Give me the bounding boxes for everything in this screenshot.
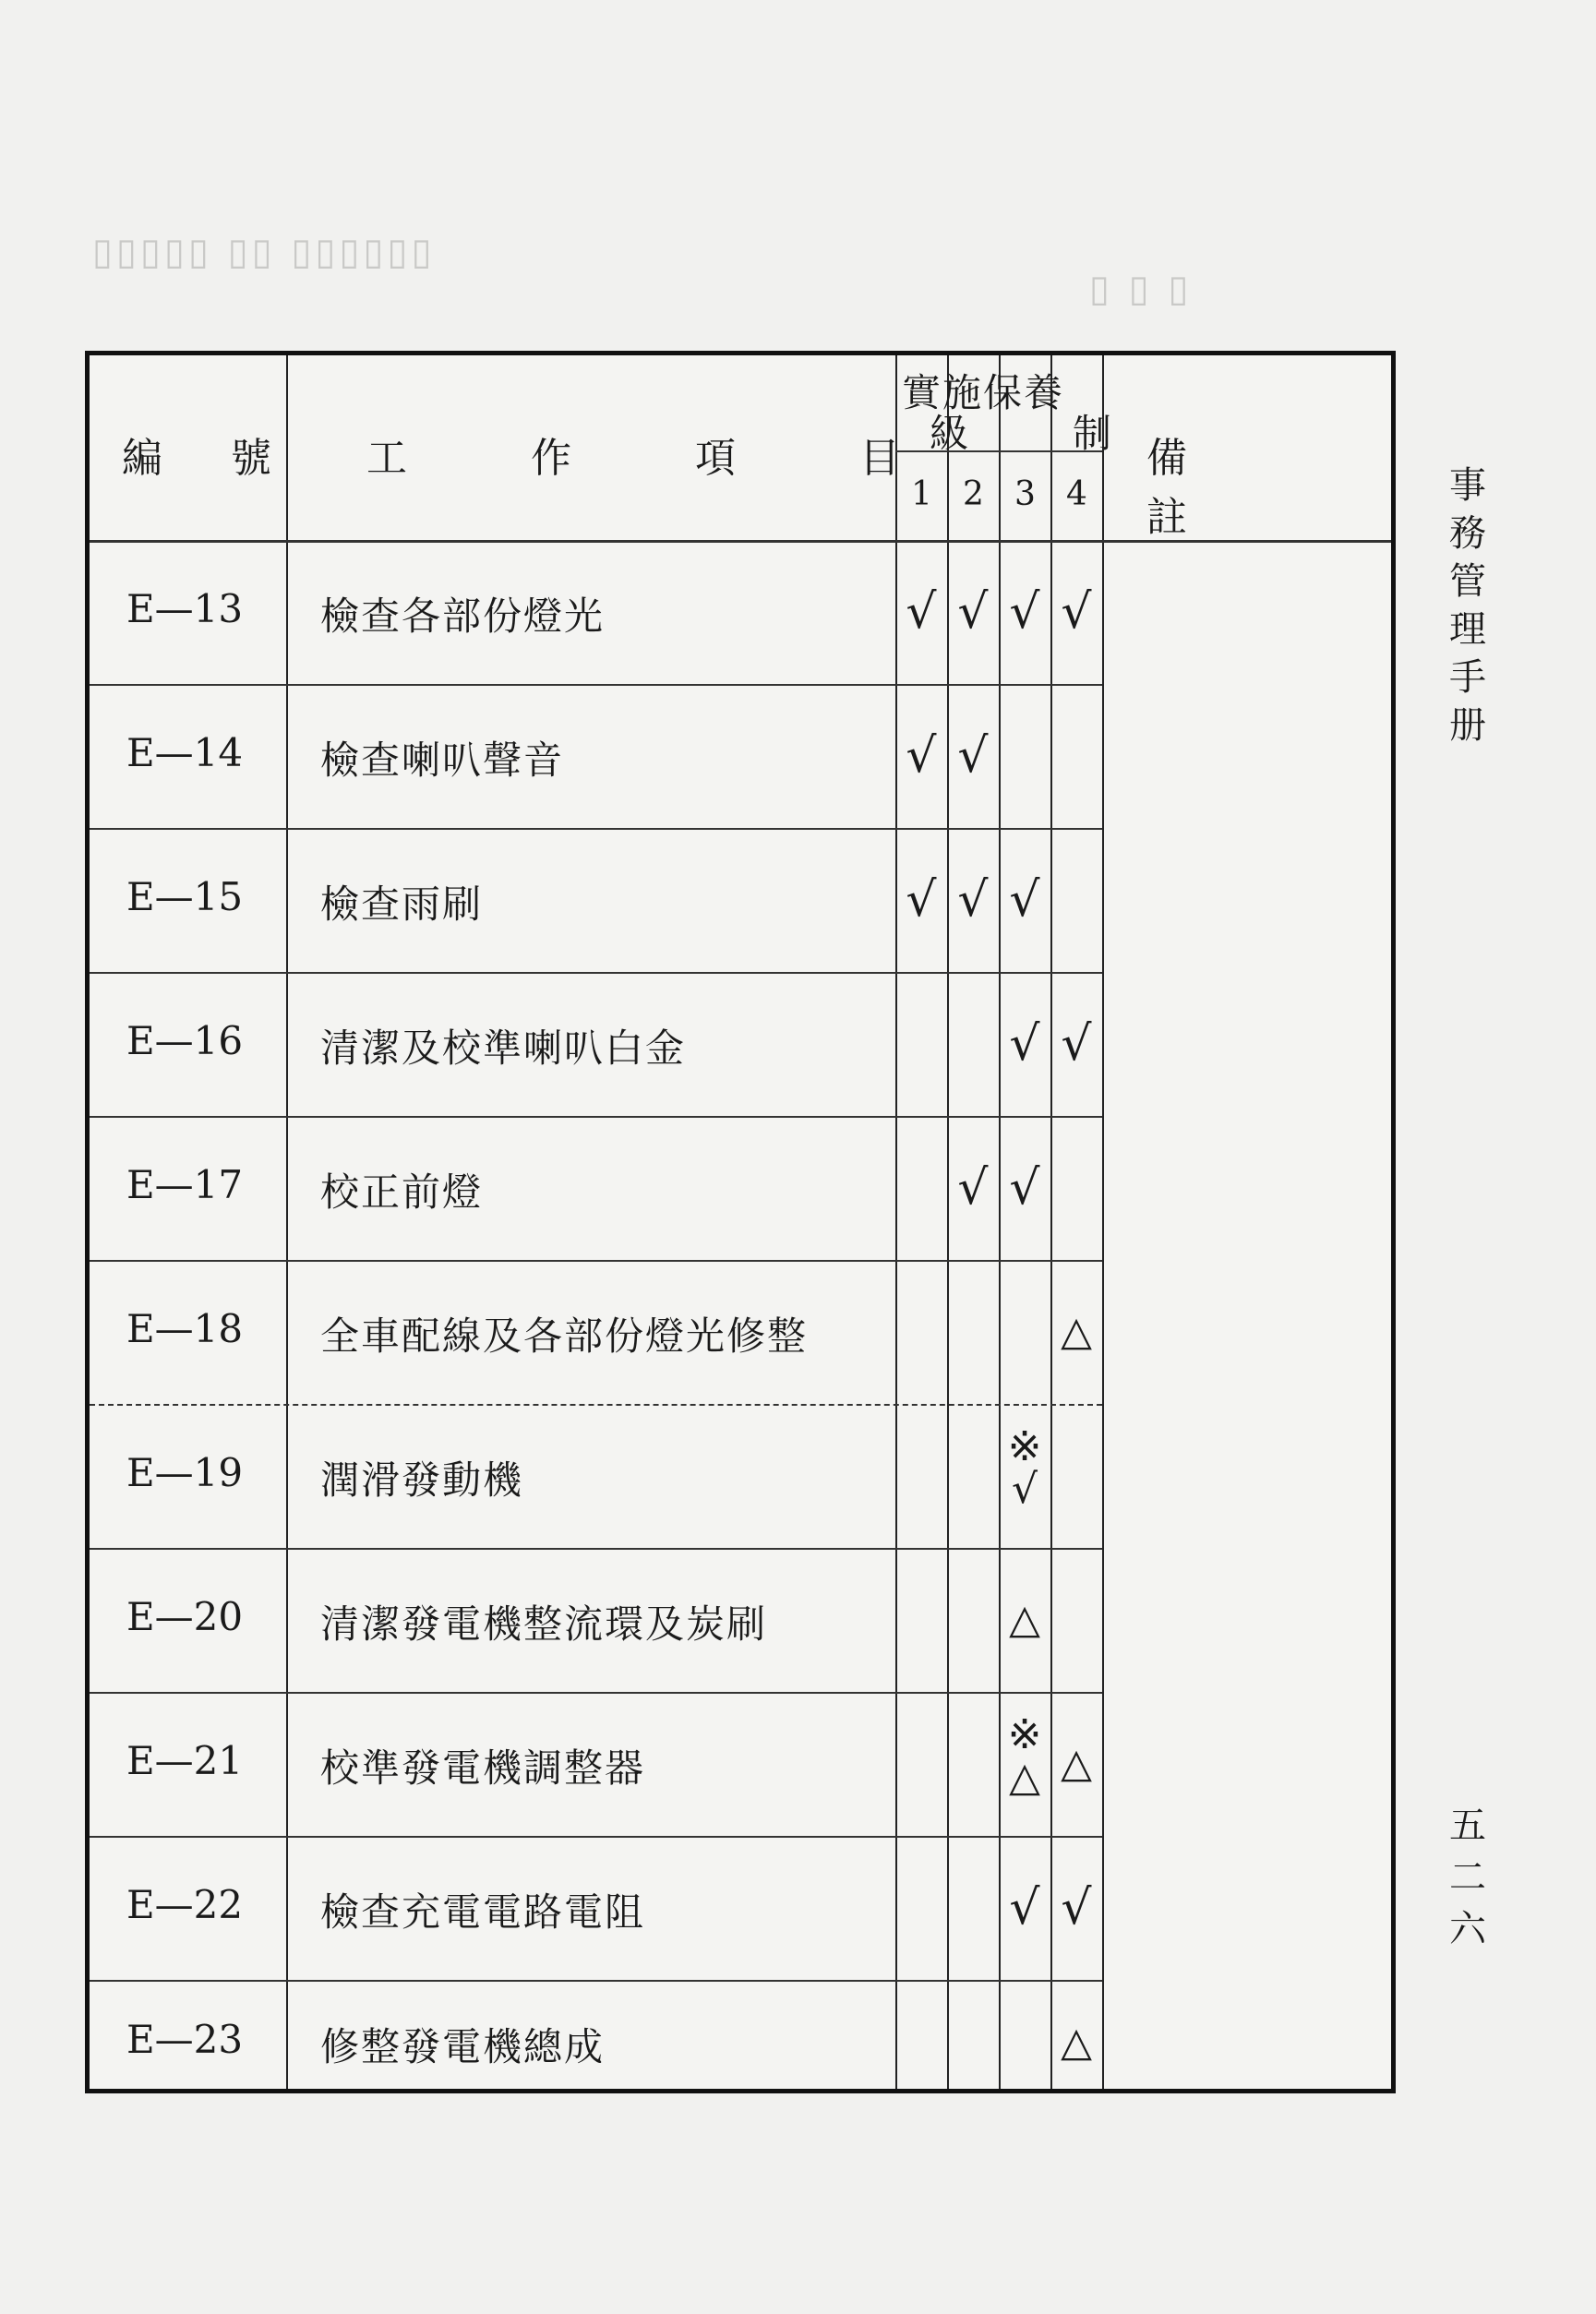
row-divider [90,1980,1102,1982]
level-1-check: √ [906,872,937,928]
row-task: 全車配線及各部份燈光修整 [320,1313,809,1359]
page-number-text: 五二六 [1449,1804,1486,1950]
level-4-triangle: △ [1061,2019,1092,2066]
row-divider [90,972,1102,974]
row-code: E—16 [126,1018,244,1063]
header-code: 編 號 [122,435,299,482]
level-3-triangle: △ [1009,1596,1040,1643]
level-2-check: √ [957,728,989,784]
row-code: E—21 [126,1738,244,1783]
bleed-through-decoration: ▯ ▯ ▯ [1089,268,1193,310]
level-1-check: √ [906,728,937,784]
header-level-top: 實施保養 [902,370,1065,415]
row-divider [90,1116,1102,1118]
row-task: 潤滑發動機 [320,1457,524,1503]
header-level-bottom-left: 級 [930,411,971,456]
row-task: 清潔發電機整流環及炭刷 [320,1601,768,1647]
header-level-bottom-right: 制 [1073,411,1114,456]
row-code: E—17 [126,1162,244,1207]
row-code: E—13 [126,586,244,631]
row-code: E—23 [126,2017,244,2062]
level-3-check: √ [1009,872,1040,928]
level-4-triangle: △ [1061,1740,1092,1787]
row-divider [90,828,1102,830]
header-remarks: 備 註 [1146,435,1326,541]
row-task: 檢查各部份燈光 [320,593,606,639]
maintenance-table [85,351,1396,2093]
row-divider [90,1260,1102,1262]
level-2-check: √ [957,872,989,928]
row-code: E—22 [126,1882,244,1927]
row-code: E—19 [126,1450,244,1495]
row-task: 校準發電機調整器 [320,1745,646,1791]
level-3-check: √ [1009,1016,1040,1072]
row-divider [90,1692,1102,1694]
column-divider [286,355,288,2089]
row-code: E—14 [126,730,244,775]
row-task: 檢查充電電路電阻 [320,1889,646,1935]
header-level-4: 4 [1066,475,1087,513]
level-2-check: √ [957,584,989,640]
row-task: 清潔及校準喇叭白金 [320,1025,687,1071]
header-level-1: 1 [911,475,932,513]
level-3-check: √ [1009,584,1040,640]
level-2-check: √ [957,1160,989,1216]
row-task: 檢查雨刷 [320,881,484,927]
header-task: 工 作 項 目 [366,435,955,482]
level-3-note-check: ※√ [1007,1423,1042,1513]
bleed-through-decoration: ▯▯▯▯▯ ▯▯ ▯▯▯▯▯▯ [92,231,436,273]
header-level-2: 2 [963,475,984,513]
row-divider [90,1836,1102,1838]
level-3-note-triangle: ※△ [1007,1711,1042,1801]
book-title-text: 事務管理手册 [1449,464,1486,747]
level-4-check: √ [1061,584,1092,640]
level-4-triangle: △ [1061,1308,1092,1355]
row-task: 校正前燈 [320,1169,484,1215]
level-4-check: √ [1061,1880,1092,1936]
level-3-check: √ [1009,1160,1040,1216]
level-1-check: √ [906,584,937,640]
row-code: E—15 [126,874,244,919]
row-divider [90,1404,1102,1406]
level-4-check: √ [1061,1016,1092,1072]
row-task: 檢查喇叭聲音 [320,737,565,783]
row-divider [90,1548,1102,1550]
column-divider [1102,355,1104,2089]
level-3-check: √ [1009,1880,1040,1936]
book-title-vertical [1440,462,1495,749]
row-code: E—18 [126,1306,244,1351]
row-task: 修整發電機總成 [320,2024,606,2069]
page-number [1440,1800,1495,1955]
row-code: E—20 [126,1594,244,1639]
row-divider [90,684,1102,686]
header-level-3: 3 [1014,475,1036,513]
